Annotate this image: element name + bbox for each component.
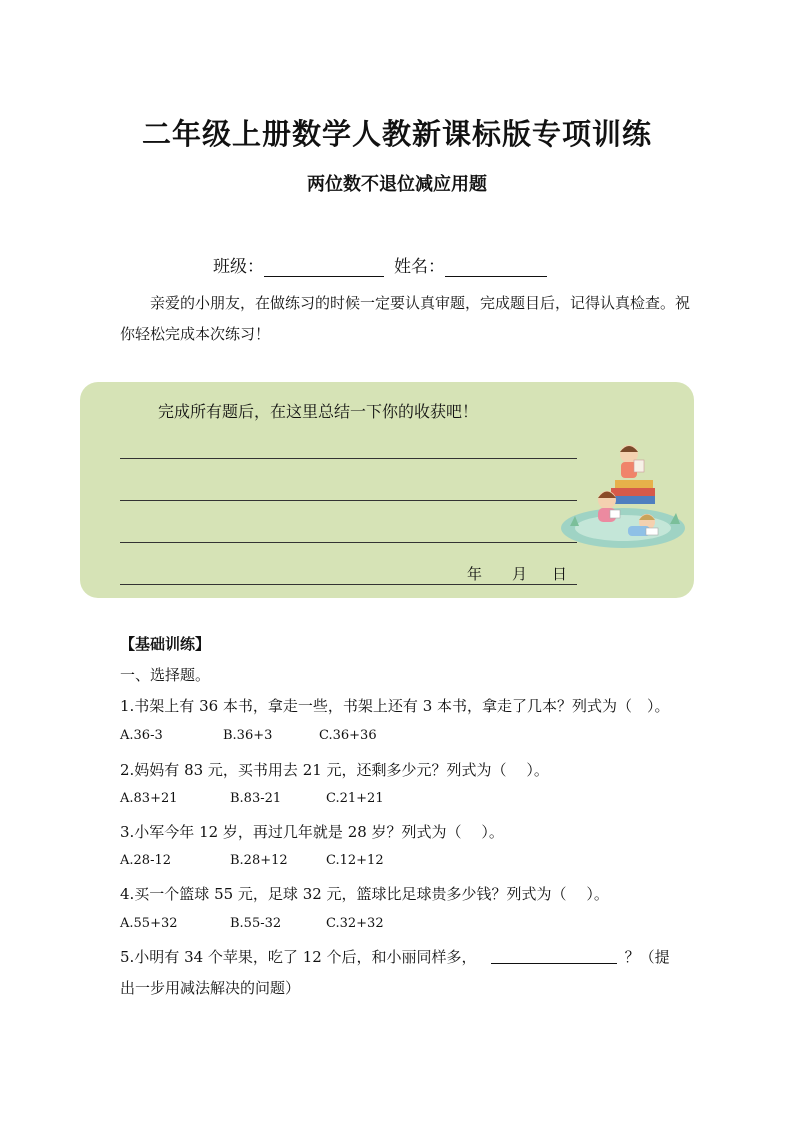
summary-prompt: 完成所有题后，在这里总结一下你的收获吧！: [158, 402, 479, 421]
student-info-row: [213, 252, 547, 277]
summary-line-1[interactable]: [120, 458, 577, 459]
summary-line-3[interactable]: [120, 542, 577, 543]
q4-option-a[interactable]: A.55+32: [120, 916, 178, 931]
q1-option-a[interactable]: A.36-3: [120, 728, 163, 743]
q2-option-b[interactable]: B.83-21: [230, 791, 282, 806]
question-5-text-tail: ？（提: [624, 948, 670, 966]
date-month-label: 月: [512, 565, 528, 583]
q1-option-b[interactable]: B.36+3: [223, 728, 273, 743]
intro-paragraph: 亲爱的小朋友，在做练习的时候一定要认真审题，完成题目后，记得认真检查。祝你轻松完成本次练习！: [120, 294, 691, 343]
page-title: 二年级上册数学人教新课标版专项训练: [141, 117, 652, 151]
date-day-label: 日: [552, 565, 568, 583]
question-3-options: [120, 853, 384, 868]
summary-box: [80, 382, 694, 598]
question-2: 2.妈妈有 83 元，买书用去 21 元，还剩多少元？列式为（ ）。: [120, 761, 549, 779]
question-5-text: 5.小明有 34 个苹果，吃了 12 个后，和小丽同样多，: [120, 948, 477, 966]
question-3: 3.小军今年 12 岁，再过几年就是 28 岁？列式为（ ）。: [120, 823, 504, 841]
q2-option-c[interactable]: C.21+21: [326, 791, 384, 806]
q1-option-c[interactable]: C.36+36: [319, 728, 377, 743]
question-5-answer-blank[interactable]: [491, 951, 617, 964]
q2-option-a[interactable]: A.83+21: [120, 791, 178, 806]
question-4: 4.买一个篮球 55 元，足球 32 元，篮球比足球贵多少钱？列式为（ ）。: [120, 885, 609, 903]
question-4-options: [120, 916, 384, 931]
section-heading: 【基础训练】: [120, 635, 211, 653]
q3-option-b[interactable]: B.28+12: [230, 853, 288, 868]
part-heading: 一、选择题。: [120, 666, 211, 684]
q4-option-c[interactable]: C.32+32: [326, 916, 384, 931]
summary-line-2[interactable]: [120, 500, 577, 501]
name-field[interactable]: [445, 258, 547, 277]
children-reading-illustration: [558, 440, 688, 552]
q3-option-c[interactable]: C.12+12: [326, 853, 384, 868]
summary-line-4[interactable]: [120, 584, 577, 585]
question-5: [120, 946, 670, 967]
date-year-label: 年: [467, 565, 483, 583]
class-field[interactable]: [264, 258, 384, 277]
name-label: 姓名：: [394, 257, 445, 277]
question-5-line-2: 出一步用减法解决的问题）: [120, 979, 301, 997]
q3-option-a[interactable]: A.28-12: [120, 853, 171, 868]
page-subtitle: 两位数不退位减应用题: [307, 174, 487, 195]
q4-option-b[interactable]: B.55-32: [230, 916, 282, 931]
question-2-options: [120, 791, 384, 806]
class-label: 班级：: [213, 257, 264, 277]
question-1: 1.书架上有 36 本书，拿走一些，书架上还有 3 本书，拿走了几本？列式为（ ）。: [120, 697, 670, 715]
question-1-options: [120, 728, 377, 743]
